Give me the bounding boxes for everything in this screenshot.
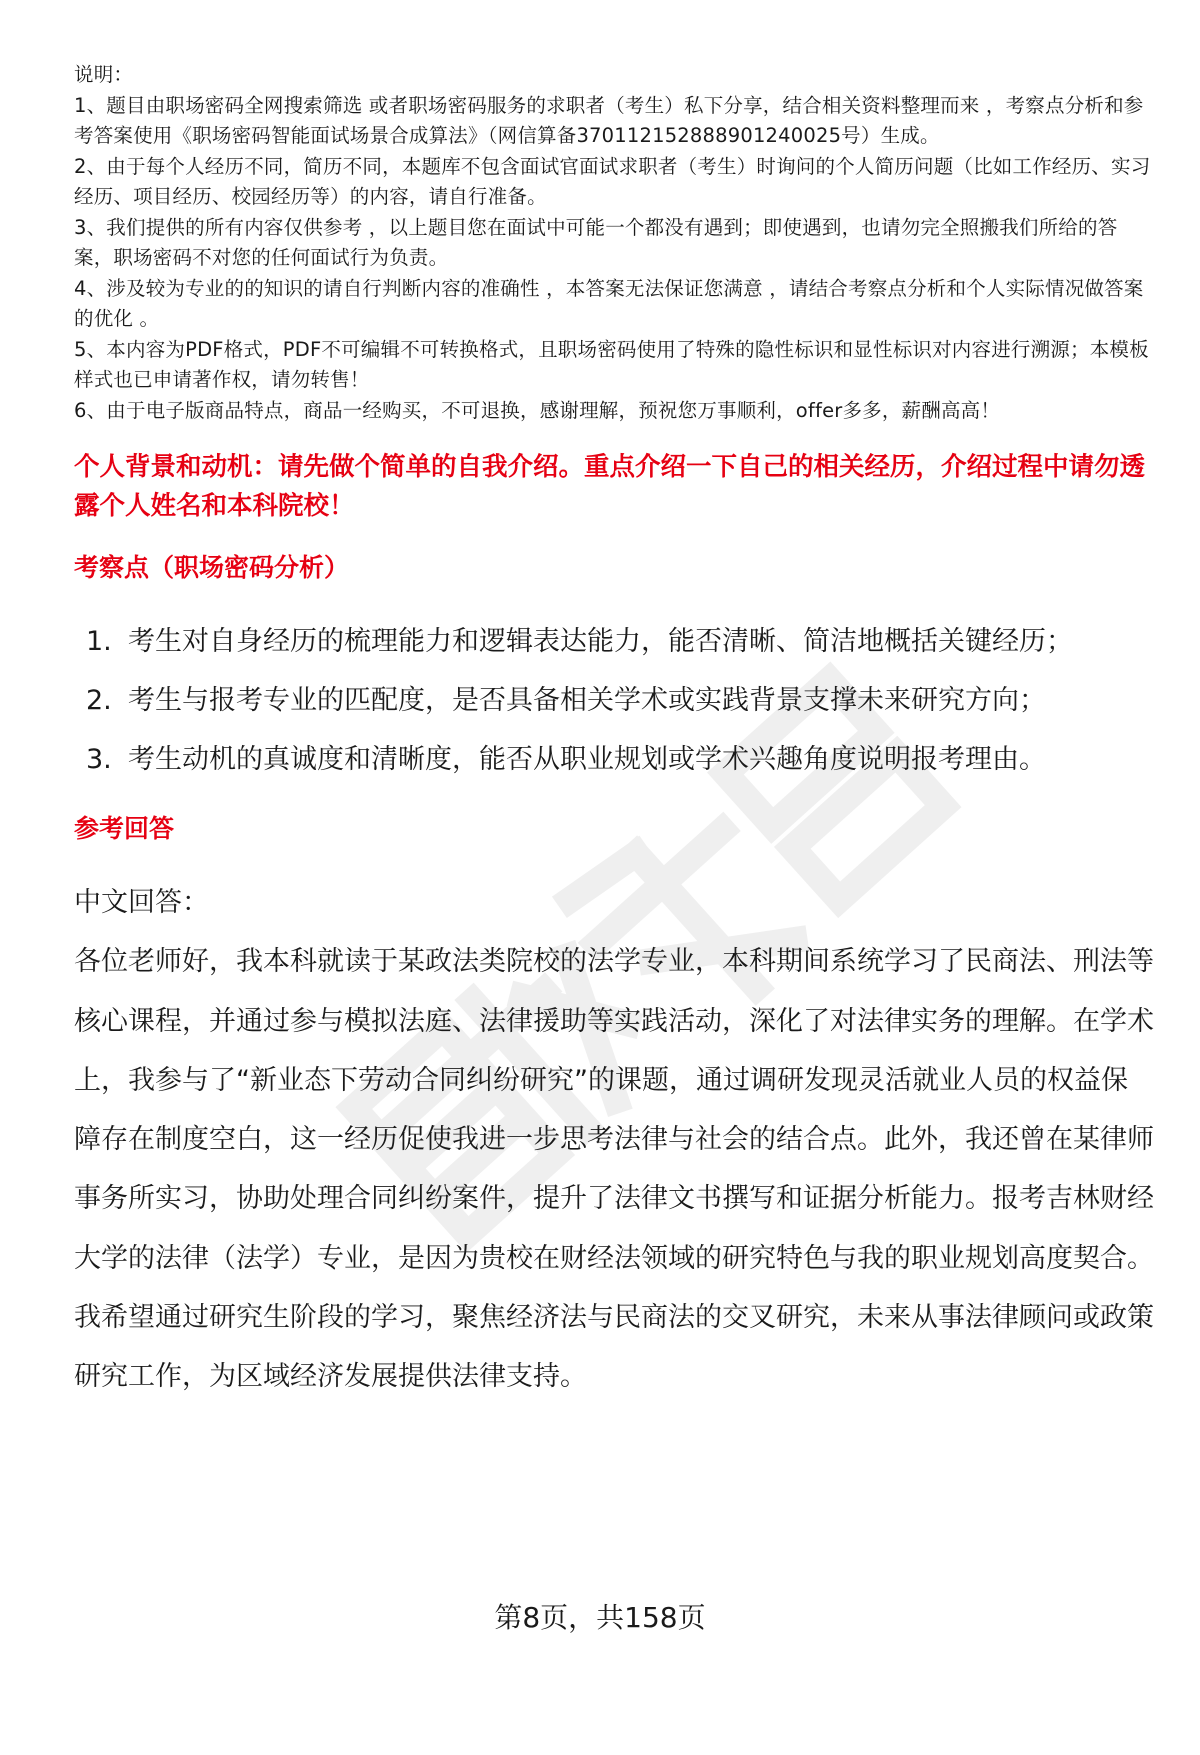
list-item-number: 3. (86, 744, 112, 775)
disclaimer-notes (74, 60, 1154, 426)
key-points-list (74, 612, 1154, 789)
list-item-text: 考生动机的真诚度和清晰度，能否从职业规划或学术兴趣角度说明报考理由。 (128, 744, 1046, 775)
list-item (74, 612, 1154, 671)
note-item: 2、由于每个人经历不同，简历不同，本题库不包含面试官面试求职者（考生）时询问的个人简历问题（比如工作经历、实习经历、项目经历、校园经历等）的内容，请自行准备。 (74, 154, 1151, 208)
list-item-number: 2. (86, 685, 112, 716)
list-item-text: 考生与报考专业的匹配度，是否具备相关学术或实践背景支撑未来研究方向； (128, 685, 1046, 716)
note-item: 6、由于电子版商品特点，商品一经购买，不可退换，感谢理解，预祝您万事顺利，offer多多，薪酬高高！ (74, 398, 1001, 422)
interview-question: 个人背景和动机：请先做个简单的自我介绍。重点介绍一下自己的相关经历，介绍过程中请勿透露个人姓名和本科院校！ (74, 452, 1146, 521)
list-item-number: 1. (86, 626, 112, 657)
key-points-title: 考察点（职场密码分析） (74, 553, 350, 582)
reference-answer (74, 873, 1154, 1407)
reference-answer-title: 参考回答 (74, 814, 175, 843)
note-item: 3、我们提供的所有内容仅供参考 ，以上题目您在面试中可能一个都没有遇到；即使遇到，也请勿完全照搬我们所给的答案，职场密码不对您的任何面试行为负责。 (74, 215, 1118, 269)
document-page (74, 60, 1154, 1407)
list-item (74, 671, 1154, 730)
answer-body: 各位老师好，我本科就读于某政法类院校的法学专业，本科期间系统学习了民商法、刑法等核心课程，并通过参与模拟法庭、法律援助等实践活动，深化了对法律实务的理解。在学术上，我参与了“新业态下劳动合同纠纷研究”的课题，通过调研发现灵活就业人员的权益保障存在制度空白，这一经历促使我进一步思考法律与社会的结合点。此外，我还曾在某律师事务所实习，协助处理合同纠纷案件，提升了法律文书撰写和证据分析能力。报考吉林财经大学的法律（法学）专业，是因为贵校在财经法领域的研究特色与我的职业规划高度契合。我希望通过研究生阶段的学习，聚焦经济法与民商法的交叉研究，未来从事法律顾问或政策研究工作，为区域经济发展提供法律支持。 (74, 946, 1154, 1393)
note-item: 4、涉及较为专业的的知识的请自行判断内容的准确性 ，本答案无法保证您满意 ，请结合考察点分析和个人实际情况做答案的优化 。 (74, 276, 1144, 330)
notes-heading: 说明： (74, 63, 134, 86)
note-item: 5、本内容为PDF格式，PDF不可编辑不可转换格式，且职场密码使用了特殊的隐性标识和显性标识对内容进行溯源；本模板样式也已申请著作权，请勿转售！ (74, 337, 1149, 391)
list-item-text: 考生对自身经历的梳理能力和逻辑表达能力，能否清晰、简洁地概括关键经历； (128, 626, 1073, 657)
list-item (74, 730, 1154, 789)
note-item: 1、题目由职场密码全网搜索筛选 或者职场密码服务的求职者（考生）私下分享，结合相关资料整理而来 ，考察点分析和参考答案使用《职场密码智能面试场景合成算法》（网信算备370112152888901240025号）生成。 (74, 93, 1144, 147)
answer-label: 中文回答： (74, 887, 209, 918)
page-number: 第8页，共158页 (494, 1601, 706, 1634)
